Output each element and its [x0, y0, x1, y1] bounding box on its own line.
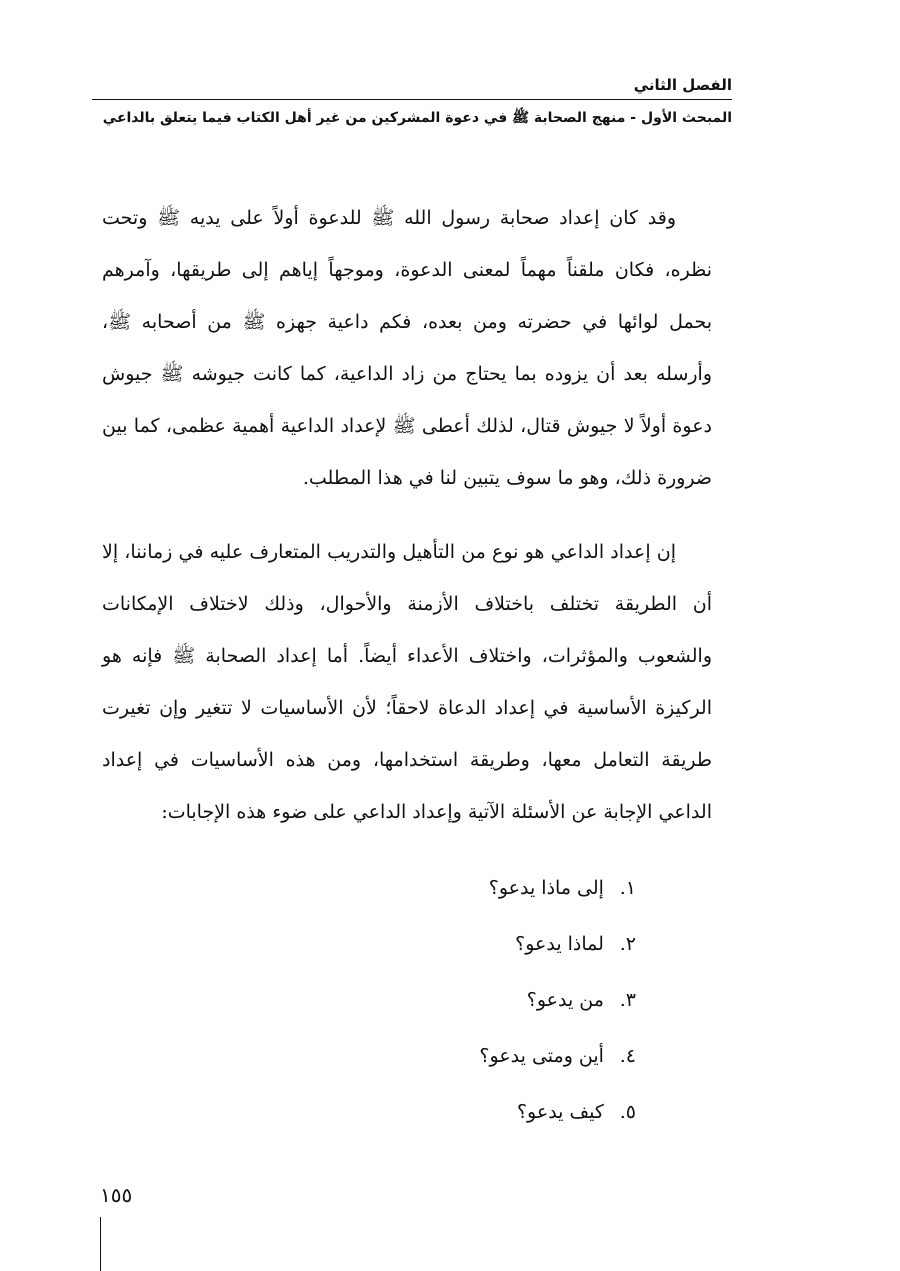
list-item-text: كيف يدعو؟	[516, 1101, 604, 1123]
list-item-number: ٣.	[619, 989, 636, 1011]
list-item-number: ٢.	[619, 933, 636, 955]
page-footer	[78, 1183, 138, 1271]
section-title: المبحث الأول - منهج الصحابة ﷺ في دعوة المشركين من غير أهل الكتاب فيما يتعلق بالداعي	[102, 110, 732, 126]
paragraph: وقد كان إعداد صحابة رسول الله ﷺ للدعوة أولاً على يديه ﷺ وتحت نظره، فكان ملقناً مهماً لمعنى الدعوة، وموجهاً إياهم إلى طريقها، وآمرهم بحمل لوائها في حضرته ومن بعده، فكم داعية جهزه ﷺ من أصحابه ﷺ، وأرسله بعد أن يزوده بما يحتاج من زاد الداعية، كما كانت جيوشه ﷺ جيوش دعوة أولاً لا جيوش قتال، لذلك أعطى ﷺ لإعداد الداعية أهمية عظمى، كما بين ضرورة ذلك، وهو ما سوف يتبين لنا في هذا المطلب.	[102, 207, 712, 489]
margin-rule	[100, 1217, 101, 1271]
questions-list	[102, 860, 712, 1140]
list-item	[102, 860, 636, 916]
list-item	[102, 1028, 636, 1084]
list-item	[102, 916, 636, 972]
list-item-text: إلى ماذا يدعو؟	[488, 877, 604, 899]
chapter-title: الفصل الثاني	[633, 76, 732, 94]
list-item-text: أين ومتى يدعو؟	[479, 1045, 604, 1067]
list-item	[102, 1084, 636, 1140]
list-item-text: من يدعو؟	[526, 989, 604, 1011]
list-item-number: ٤.	[619, 1045, 636, 1067]
list-item-number: ٥.	[619, 1101, 636, 1123]
list-item	[102, 972, 636, 1028]
paragraph: إن إعداد الداعي هو نوع من التأهيل والتدريب المتعارف عليه في زماننا، إلا أن الطريقة تختلف باختلاف الأزمنة والأحوال، وذلك لاختلاف الإمكانات والشعوب والمؤثرات، واختلاف الأعداء أيضاً. أما إعداد الصحابة ﷺ فإنه هو الركيزة الأساسية في إعداد الدعاة لاحقاً؛ لأن الأساسيات لا تتغير وإن تغيرت طريقة التعامل معها، وطريقة استخدامها، ومن هذه الأساسيات في إعداد الداعي الإجابة عن الأسئلة الآتية وإعداد الداعي على ضوء هذه الإجابات:	[102, 541, 712, 823]
running-header	[92, 74, 732, 128]
list-item-text: لماذا يدعو؟	[515, 933, 604, 955]
header-divider	[92, 99, 732, 100]
page-number: ١٥٥	[100, 1183, 133, 1207]
list-item-number: ١.	[619, 877, 636, 899]
page-body	[102, 192, 712, 1140]
